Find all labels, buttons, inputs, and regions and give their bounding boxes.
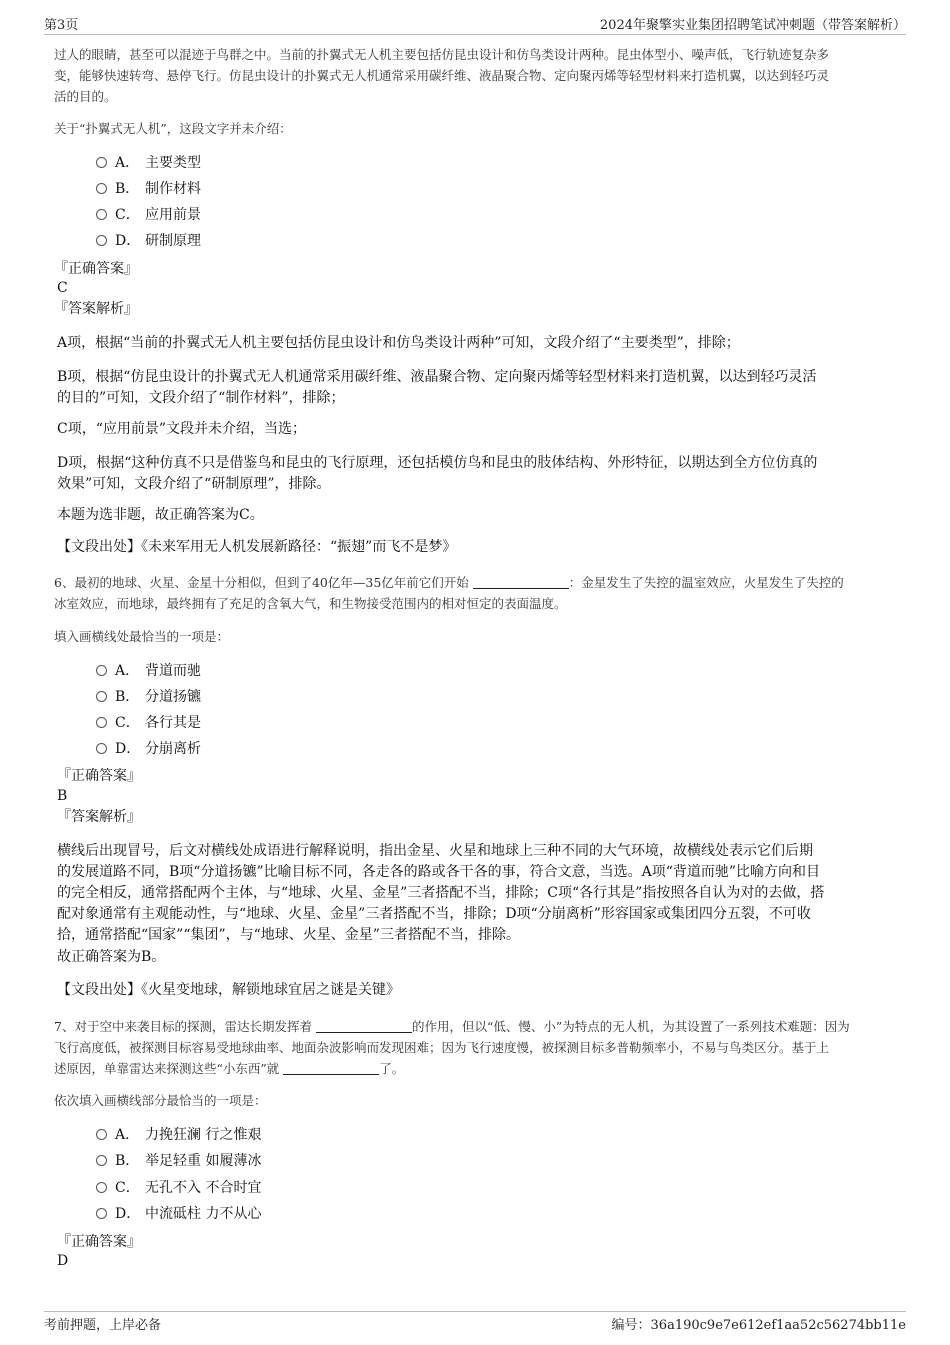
q6-option-a[interactable]: A． 背道而驰 <box>96 660 201 682</box>
q6-question: 填入画横线处最恰当的一项是： <box>54 629 230 644</box>
q7-answer-label: 『正确答案』 <box>57 1234 141 1250</box>
q5-analysis-b: B项，根据“仿昆虫设计的扑翼式无人机通常采用碳纤维、液晶聚合物、定向聚丙烯等轻型材料来打造机翼，以达到轻巧灵活 的目的”可知，文段介绍了“制作材料”，排除； <box>57 369 817 406</box>
q7-answer: D <box>57 1253 69 1269</box>
q7-stem: 7、对于空中来袭目标的探测，雷达长期发挥着 的作用，但以“低、慢、小”为特点的无人机，为其设置了一系列技术难题：因为 飞行高度低，被探测目标容易受地球曲率、地面杂波影响而发现困难；因为飞行速度慢，被探测目标多普勒频率小，不易与鸟类区分。基于上 述原因，单靠雷达来探测这些“小东西”就 了。 <box>54 1019 850 1076</box>
page-number: 第3页 <box>44 18 79 33</box>
radio-icon[interactable] <box>96 1182 107 1193</box>
radio-icon[interactable] <box>96 183 107 194</box>
radio-icon[interactable] <box>96 1129 107 1140</box>
q5-answer: C <box>57 280 68 296</box>
q5-option-b[interactable]: B． 制作材料 <box>96 178 201 200</box>
q5-option-d[interactable]: D． 研制原理 <box>96 230 201 252</box>
radio-icon[interactable] <box>96 1208 107 1219</box>
passage-line: 过人的眼睛，甚至可以混迹于鸟群之中。当前的扑翼式无人机主要包括仿昆虫设计和仿鸟类设计两种。昆虫体型小、噪声低，飞行轨迹复杂多 <box>54 47 830 62</box>
q5-option-c[interactable]: C． 应用前景 <box>96 204 201 226</box>
answer-blank[interactable] <box>316 1018 412 1033</box>
header-divider <box>44 34 906 35</box>
q6-stem: 6、最初的地球、火星、金星十分相似，但到了40亿年—35亿年前它们开始 ：金星发生了失控的温室效应，火星发生了失控的 冰室效应，而地球，最终拥有了充足的含氧大气，和生物接受范围内的相对恒定的表面温度。 <box>54 575 844 611</box>
passage-line: 活的目的。 <box>54 89 117 104</box>
q6-option-d[interactable]: D． 分崩离析 <box>96 738 201 760</box>
answer-blank[interactable] <box>473 574 569 589</box>
document-title: 2024年聚擎实业集团招聘笔试冲刺题（带答案解析） <box>599 18 906 33</box>
passage-line: 变，能够快速转弯、悬停飞行。仿昆虫设计的扑翼式无人机通常采用碳纤维、液晶聚合物、定向聚丙烯等轻型材料来打造机翼，以达到轻巧灵 <box>54 68 830 83</box>
q5-source: 【文段出处】《未来军用无人机发展新路径：“振翅”而飞不是梦》 <box>57 539 457 555</box>
q5-analysis-d: D项，根据“这种仿真不只是借鉴鸟和昆虫的飞行原理，还包括模仿鸟和昆虫的肢体结构、外形特征，以期达到全方位仿真的 效果”可知，文段介绍了“研制原理”，排除。 <box>57 455 818 492</box>
radio-icon[interactable] <box>96 209 107 220</box>
document-id: 编号：36a190c9e7e612ef1aa52c56274bb11e <box>611 1318 906 1333</box>
q5-question: 关于“扑翼式无人机”，这段文字并未介绍： <box>54 121 292 136</box>
answer-blank[interactable] <box>283 1060 379 1075</box>
q7-option-a[interactable]: A． 力挽狂澜 行之惟艰 <box>96 1124 261 1146</box>
q6-source: 【文段出处】《火星变地球，解锁地球宜居之谜是关键》 <box>57 982 400 998</box>
q5-analysis-a: A项，根据“当前的扑翼式无人机主要包括仿昆虫设计和仿鸟类设计两种”可知，文段介绍了“主要类型”，排除； <box>57 335 740 351</box>
q6-option-c[interactable]: C． 各行其是 <box>96 712 201 734</box>
q7-option-d[interactable]: D． 中流砥柱 力不从心 <box>96 1203 261 1225</box>
q7-question: 依次填入画横线部分最恰当的一项是： <box>54 1093 267 1108</box>
q5-analysis-c: C项，“应用前景”文段并未介绍，当选； <box>57 421 307 437</box>
radio-icon[interactable] <box>96 157 107 168</box>
radio-icon[interactable] <box>96 1155 107 1166</box>
q5-answer-label: 『正确答案』 <box>54 261 138 277</box>
q6-answer-label: 『正确答案』 <box>57 768 141 784</box>
q6-option-b[interactable]: B． 分道扬镳 <box>96 686 201 708</box>
q6-answer: B <box>57 788 68 804</box>
footer-slogan: 考前押题，上岸必备 <box>44 1318 162 1333</box>
radio-icon[interactable] <box>96 235 107 246</box>
q6-conclusion: 故正确答案为B。 <box>57 949 166 965</box>
radio-icon[interactable] <box>96 717 107 728</box>
q6-analysis-label: 『答案解析』 <box>57 809 141 825</box>
radio-icon[interactable] <box>96 743 107 754</box>
q5-analysis-label: 『答案解析』 <box>54 301 138 317</box>
q5-option-a[interactable]: A． 主要类型 <box>96 152 201 174</box>
q7-option-c[interactable]: C． 无孔不入 不合时宜 <box>96 1177 261 1199</box>
q5-passage <box>54 44 904 107</box>
q5-conclusion: 本题为选非题，故正确答案为C。 <box>57 507 264 523</box>
footer-divider <box>44 1311 906 1312</box>
radio-icon[interactable] <box>96 665 107 676</box>
q6-analysis: 横线后出现冒号，后文对横线处成语进行解释说明，指出金星、火星和地球上三种不同的大气环境，故横线处表示它们后期 的发展道路不同，B项“分道扬镳”比喻目标不同，各走各的路或各干各的事，符合文意，当选。A项“背道而驰”比喻方向和目 的完全相反，通常搭配两个主体，与“地球、火星、金星”三者搭配不当，排除；C项“各行其是”指按照各自认为对的去做，搭 配对象通常有主观能动性，与“地球、火星、金星”三者搭配不当，排除；D项“分崩离析”形容国家或集团四分五裂，不可收 拾，通常搭配“国家”“集团”，与“地球、火星、金星”三者搭配不当，排除。 <box>57 843 825 943</box>
q7-option-b[interactable]: B． 举足轻重 如履薄冰 <box>96 1150 261 1172</box>
radio-icon[interactable] <box>96 691 107 702</box>
